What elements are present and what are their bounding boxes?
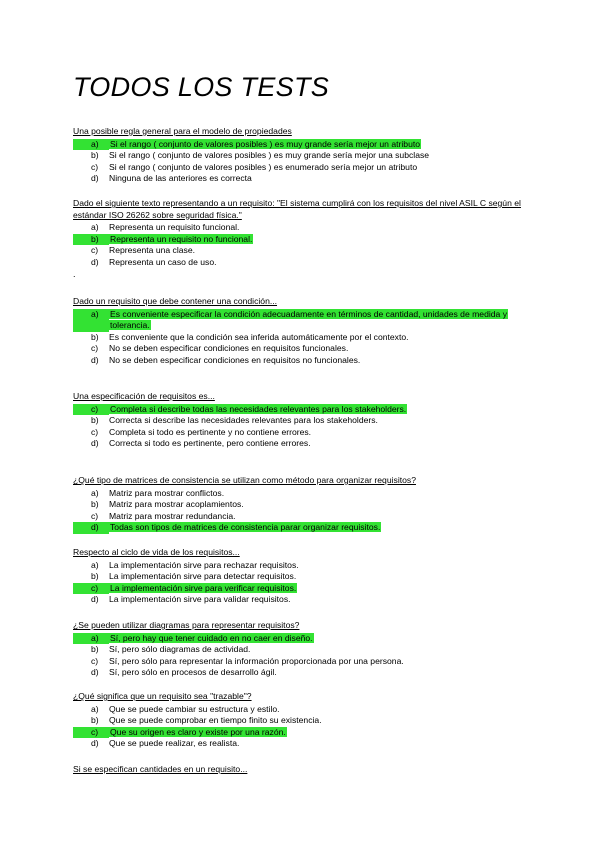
answer-option [73,355,521,367]
option-letter: b) [91,331,99,342]
answer-option [73,594,521,606]
option-letter: c) [91,343,99,354]
answer-option [73,704,521,716]
option-letter: c) [73,404,109,416]
question-4 [73,391,521,450]
option-text: Sí, pero sólo para representar la información proporcionada por una persona. [109,655,404,666]
option-text: Sí, pero hay que tener cuidado en no caer en diseño. [110,632,313,643]
answer-option [73,343,521,355]
question-9 [73,764,521,777]
option-letter: b) [91,415,99,426]
option-letter: a) [73,139,109,151]
answer-option [73,715,521,727]
question-text: ¿Se pueden utilizar diagramas para representar requisitos? [73,620,300,630]
question-text: ¿Qué tipo de matrices de consistencia se utilizan como método para organizar requisitos? [73,475,416,485]
option-text: Representa un caso de uso. [109,256,217,267]
option-text: No se deben especificar condiciones en requisitos no funcionales. [109,354,361,365]
option-text: Correcta si describe las necesidades relevantes para los stakeholders. [109,415,378,426]
option-letter: c) [91,655,99,666]
option-text: Sí, pero sólo en procesos de desarrollo ágil. [109,667,277,678]
option-text: Que se puede realizar, es realista. [109,738,240,749]
answer-option-correct [73,522,521,534]
answer-option-correct [73,234,521,246]
option-text: Todas son tipos de matrices de consistencia parar organizar requisitos. [110,522,381,533]
option-text: Es conveniente especificar la condición adecuadamente en términos de cantidad, unidades de medida y tolerancia. [110,308,507,331]
question-text: Dado un requisito que debe contener una condición... [73,296,278,306]
option-text: Es conveniente que la condición sea inferida automáticamente por el contexto. [109,331,409,342]
answer-option [73,511,521,523]
answer-option [73,667,521,679]
option-text: Ninguna de las anteriores es correcta [109,173,252,184]
answer-option-correct [73,139,521,151]
option-text: Sí, pero sólo diagramas de actividad. [109,644,251,655]
option-letter: a) [91,222,99,233]
question-text: Una posible regla general para el modelo de propiedades [73,126,292,136]
question-text: Una especificación de requisitos es... [73,391,215,401]
option-text: La implementación sirve para rechazar requisitos. [109,559,299,570]
option-text: No se deben especificar condiciones en requisitos funcionales. [109,343,349,354]
answer-option [73,656,521,668]
option-letter: c) [91,426,99,437]
option-text: La implementación sirve para verificar requisitos. [110,582,297,593]
option-letter: c) [91,161,99,172]
answer-option-correct [73,583,521,595]
question-7 [73,620,521,679]
answer-option [73,571,521,583]
question-8 [73,691,521,750]
answer-option [73,257,521,269]
answer-option [73,488,521,500]
option-letter: b) [91,571,99,582]
answer-option [73,162,521,174]
option-letter: b) [91,499,99,510]
option-text: Correcta si todo es pertinente, pero contiene errores. [109,438,311,449]
question-2 [73,198,521,269]
answer-option-correct [73,727,521,739]
option-letter: b) [91,644,99,655]
answer-option [73,499,521,511]
option-letter: d) [91,173,99,184]
option-letter: c) [91,245,99,256]
option-letter: d) [91,354,99,365]
option-text: Matriz para mostrar acoplamientos. [109,499,244,510]
option-letter: c) [91,510,99,521]
option-letter: a) [73,309,109,332]
option-text: Representa un requisito no funcional. [110,233,253,244]
option-letter: b) [73,234,109,246]
stray-mark: . [73,269,76,279]
option-letter: d) [91,594,99,605]
question-text: ¿Qué significa que un requisito sea "trazable"? [73,691,252,701]
answer-option [73,332,521,344]
option-letter: d) [91,667,99,678]
option-text: Si el rango ( conjunto de valores posibles ) es muy grande sería mejor una subclase [109,150,430,161]
option-letter: a) [73,633,109,645]
option-letter: d) [91,438,99,449]
answer-option-correct [73,404,521,416]
option-letter: a) [91,703,99,714]
option-letter: b) [91,150,99,161]
option-text: La implementación sirve para validar requisitos. [109,594,291,605]
answer-option [73,415,521,427]
option-text: La implementación sirve para detectar requisitos. [109,571,297,582]
answer-option-correct [73,309,521,332]
option-text: Completa si describe todas las necesidades relevantes para los stakeholders. [110,403,407,414]
option-text: Completa si todo es pertinente y no contiene errores. [109,426,312,437]
question-3 [73,296,521,367]
answer-option-correct [73,633,521,645]
answer-option [73,438,521,450]
question-1 [73,126,521,185]
answer-option [73,150,521,162]
option-text: Representa un requisito funcional. [109,222,240,233]
option-letter: a) [91,559,99,570]
question-6 [73,547,521,606]
option-letter: b) [91,715,99,726]
option-letter: d) [91,738,99,749]
answer-option [73,738,521,750]
option-text: Representa una clase. [109,245,195,256]
option-text: Matriz para mostrar redundancia. [109,510,236,521]
option-letter: d) [73,522,109,534]
option-text: Si el rango ( conjunto de valores posibles ) es muy grande sería mejor un atributo [110,138,421,149]
option-letter: c) [73,583,109,595]
answer-option [73,245,521,257]
page-title: TODOS LOS TESTS [73,72,330,102]
answer-option [73,560,521,572]
question-text: Dado el siguiente texto representando a un requisito: "El sistema cumplirá con los requisitos del nivel ASIL C según el estándar ISO 26262 sobre seguridad física." [73,198,521,220]
option-text: Que se puede comprobar en tiempo finito su existencia. [109,715,322,726]
question-text: Respecto al ciclo de vida de los requisitos... [73,547,240,557]
answer-option [73,173,521,185]
option-letter: d) [91,256,99,267]
question-5 [73,475,521,534]
option-text: Que se puede cambiar su estructura y estilo. [109,703,280,714]
option-letter: c) [73,727,109,739]
option-text: Que su origen es claro y existe por una razón. [110,726,286,737]
question-text: Si se especifican cantidades en un requisito... [73,764,248,774]
option-letter: a) [91,487,99,498]
option-text: Si el rango ( conjunto de valores posibles ) es enumerado sería mejor un atributo [109,161,418,172]
option-text: Matriz para mostrar conflictos. [109,487,225,498]
answer-option [73,222,521,234]
answer-option [73,427,521,439]
answer-option [73,644,521,656]
